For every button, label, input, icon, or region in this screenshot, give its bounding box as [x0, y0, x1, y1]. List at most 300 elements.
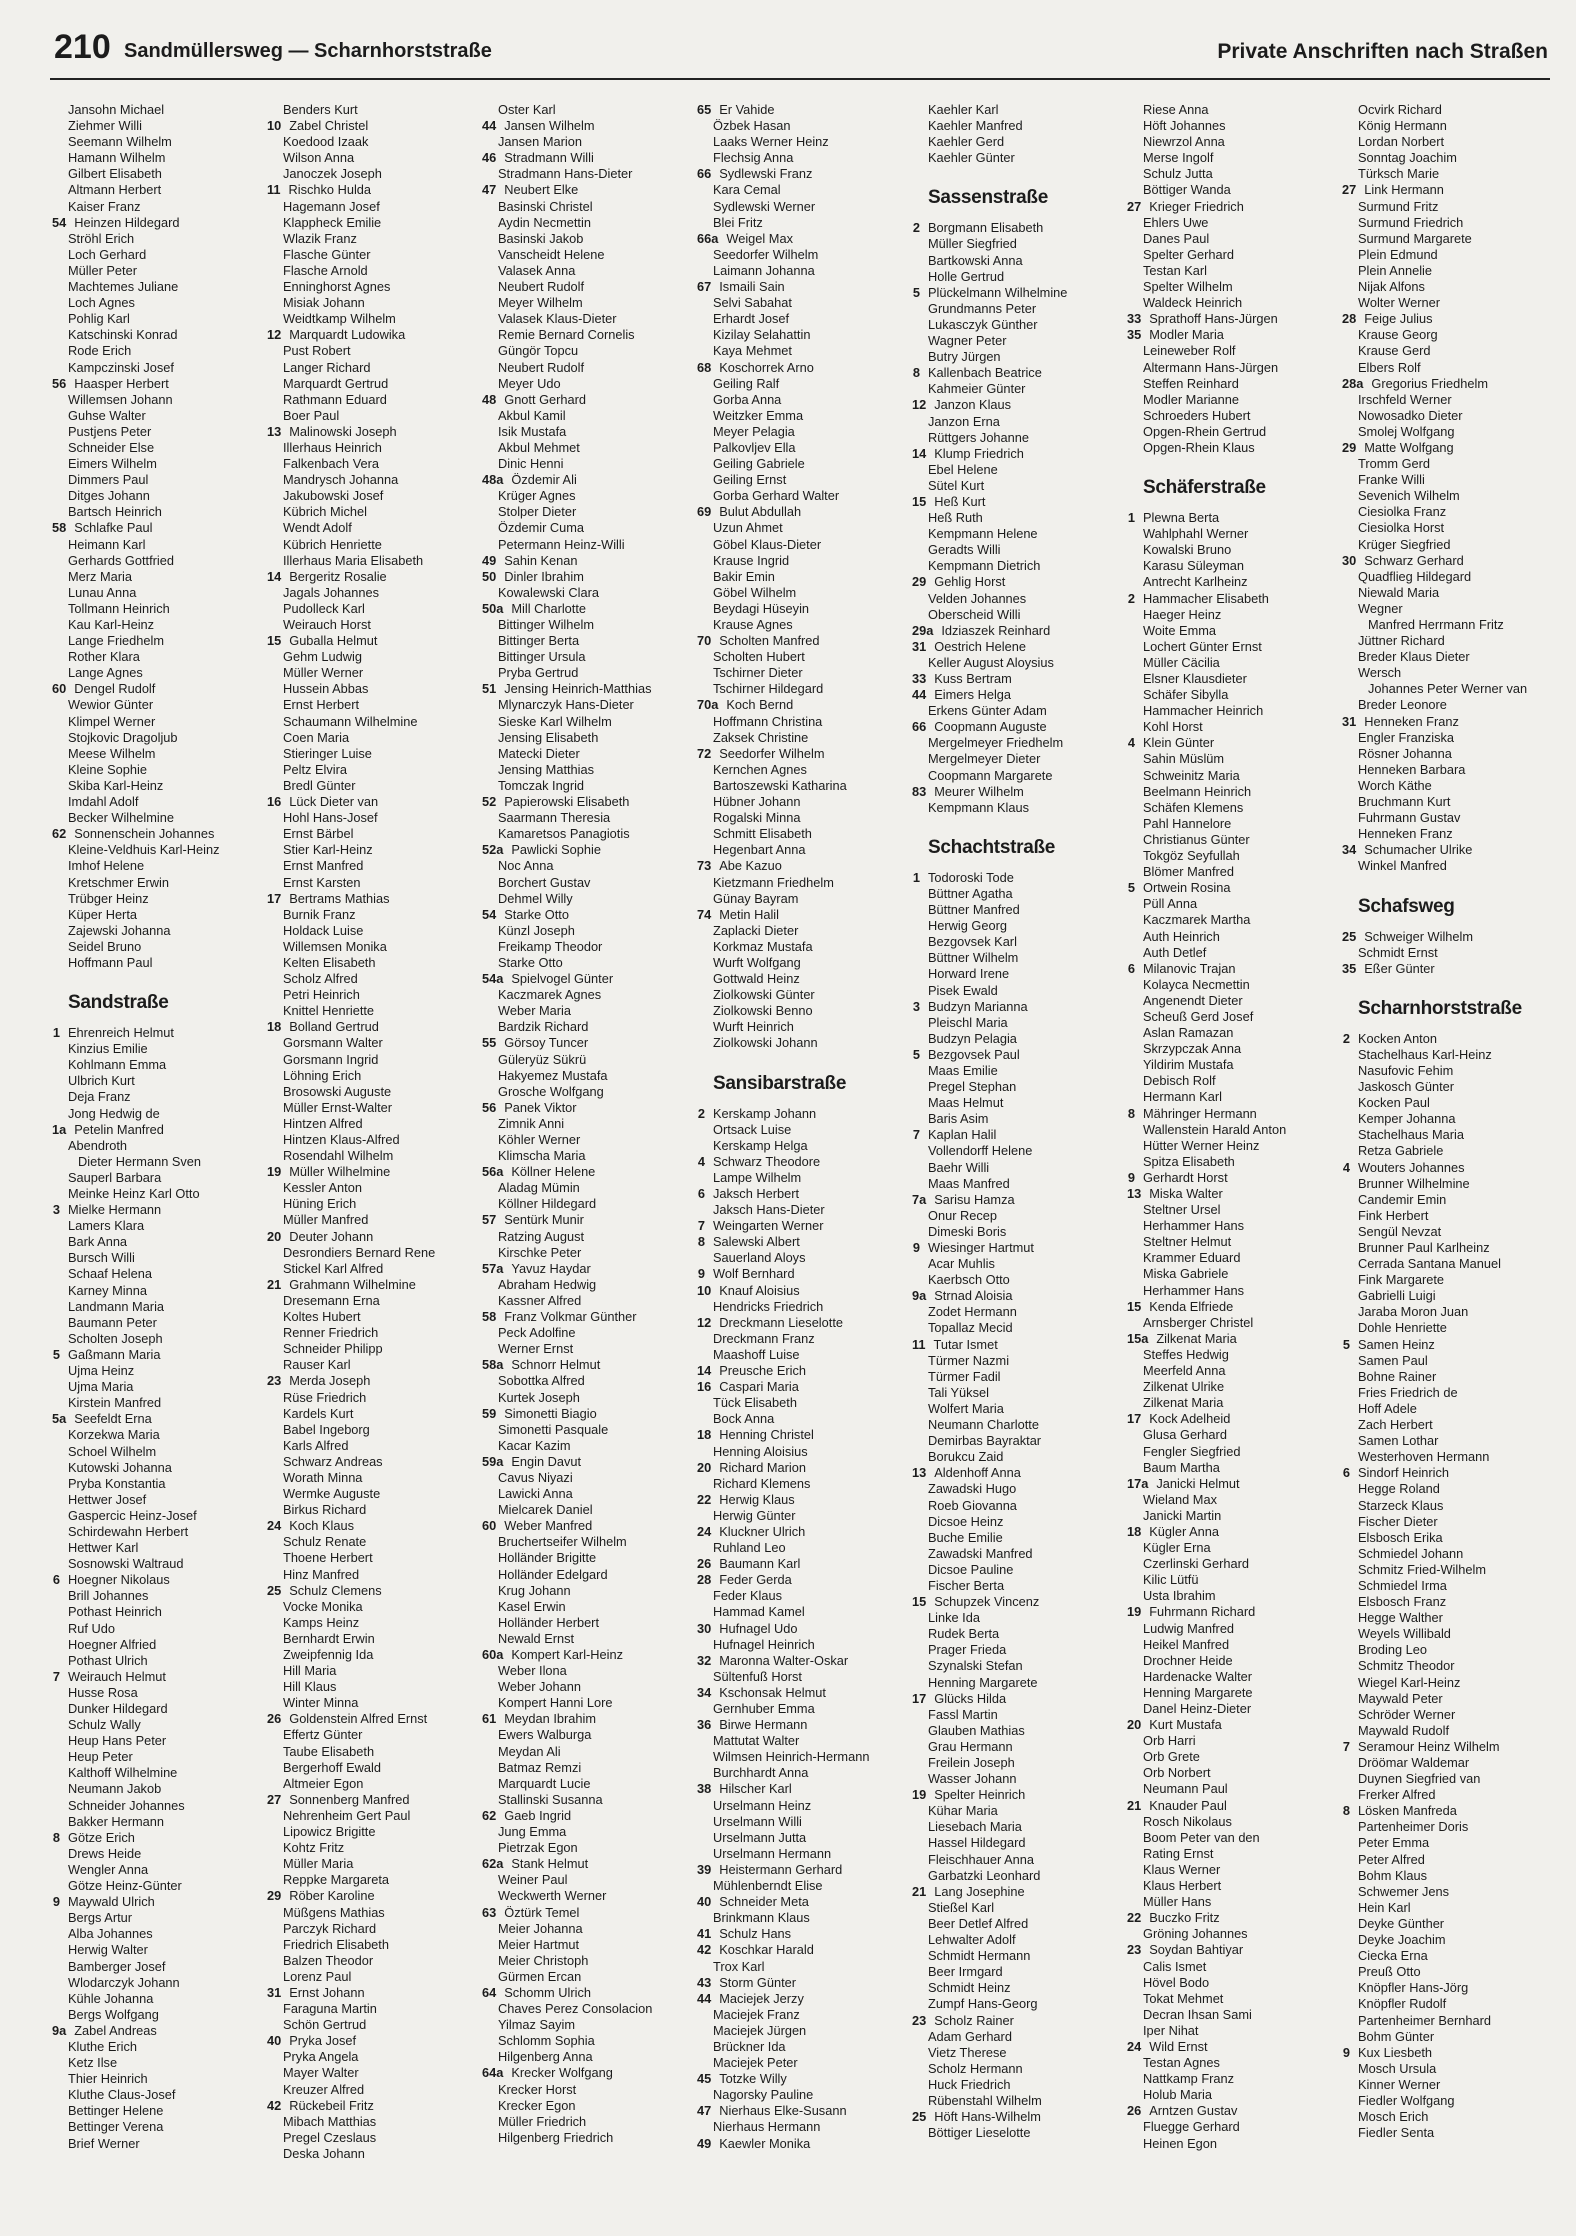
house-number: 28a — [1342, 375, 1364, 391]
house-number — [482, 858, 490, 874]
resident-entry — [482, 1084, 691, 1100]
resident-entry — [912, 333, 1121, 349]
resident-name: Rogalski Minna — [713, 810, 801, 826]
house-number — [1342, 1578, 1350, 1594]
resident-entry — [482, 360, 691, 376]
resident-entry — [52, 601, 261, 617]
resident-entry — [52, 1862, 261, 1878]
resident-name: Schlomm Sophia — [498, 2033, 595, 2049]
house-number — [267, 1422, 275, 1438]
resident-name: Frerker Alfred — [1358, 1787, 1436, 1803]
resident-name: Ernst Bärbel — [283, 826, 354, 842]
resident-entry — [1127, 376, 1336, 392]
resident-name: Coopmann Auguste — [934, 719, 1047, 735]
resident-entry — [482, 199, 691, 215]
resident-name: Nijak Alfons — [1358, 279, 1425, 295]
house-number — [52, 778, 60, 794]
resident-name: Czerlinski Gerhard — [1143, 1556, 1249, 1572]
resident-entry — [482, 1164, 691, 1180]
house-number: 58 — [482, 1309, 497, 1325]
resident-entry — [1127, 1846, 1336, 1862]
resident-name: Kocken Anton — [1358, 1030, 1437, 1046]
resident-entry — [267, 520, 476, 536]
resident-name: Sütel Kurt — [928, 477, 985, 493]
resident-name: Wahlphahl Werner — [1143, 526, 1249, 542]
resident-name: Schneider Else — [68, 439, 155, 455]
resident-name: Büttner Manfred — [928, 902, 1020, 918]
resident-entry — [1127, 558, 1336, 574]
resident-name: Hoegner Nikolaus — [68, 1572, 170, 1588]
street-heading: Sassenstraße — [928, 187, 1048, 209]
resident-name: Burchhardt Anna — [713, 1765, 809, 1781]
resident-name: Husse Rosa — [68, 1684, 138, 1700]
resident-entry — [267, 1357, 476, 1373]
resident-name: Schulz Jutta — [1143, 166, 1213, 182]
resident-entry — [52, 569, 261, 585]
resident-name: Zawadski Manfred — [928, 1545, 1033, 1561]
resident-entry — [267, 1776, 476, 1792]
house-number: 18 — [1127, 1523, 1142, 1539]
resident-entry — [267, 971, 476, 987]
resident-entry — [912, 462, 1121, 478]
resident-name: Kübrich Michel — [283, 504, 367, 520]
house-number — [52, 1283, 60, 1299]
resident-entry — [912, 1530, 1121, 1546]
house-number — [267, 1100, 275, 1116]
house-number — [52, 1975, 60, 1991]
house-number: 24 — [1127, 2038, 1142, 2054]
resident-name: Hill Maria — [283, 1663, 337, 1679]
resident-name: Gernhuber Emma — [713, 1701, 815, 1716]
resident-name: Winkel Manfred — [1358, 858, 1447, 874]
resident-name: Gaeb Ingrid — [504, 1807, 572, 1823]
resident-name: Hill Klaus — [283, 1679, 337, 1695]
house-number — [267, 1245, 275, 1261]
resident-entry — [1342, 569, 1551, 585]
resident-entry — [697, 1781, 906, 1797]
resident-name: Mergelmeyer Friedhelm — [928, 735, 1064, 751]
resident-name: Boom Peter van den — [1143, 1829, 1260, 1845]
resident-entry — [1342, 2109, 1551, 2125]
house-number — [1127, 1556, 1135, 1572]
resident-name: Pothast Heinrich — [68, 1604, 162, 1620]
resident-name: Wolf Bernhard — [713, 1266, 795, 1282]
resident-entry — [52, 520, 261, 536]
house-number: 57a — [482, 1260, 504, 1276]
house-number — [1342, 1594, 1350, 1610]
house-number: 58a — [482, 1357, 504, 1373]
house-number — [267, 1534, 275, 1550]
house-number: 15a — [1127, 1330, 1149, 1346]
house-number — [52, 585, 60, 601]
resident-entry — [697, 537, 906, 553]
house-number — [267, 1309, 275, 1325]
resident-entry — [697, 1910, 906, 1926]
resident-name: Thoene Herbert — [283, 1550, 373, 1566]
resident-name: Woite Emma — [1143, 622, 1217, 638]
house-number: 3 — [912, 998, 920, 1014]
house-number — [1127, 1862, 1135, 1878]
house-number: 59a — [482, 1453, 504, 1469]
resident-entry — [1127, 1959, 1336, 1975]
house-number — [482, 1840, 490, 1856]
resident-name: Hegge Walther — [1358, 1610, 1443, 1626]
resident-entry — [697, 842, 906, 858]
resident-name: Zaplacki Dieter — [713, 922, 799, 938]
resident-entry — [52, 617, 261, 633]
resident-entry — [1342, 649, 1551, 665]
resident-name: Tokat Mehmet — [1143, 1990, 1224, 2006]
house-number: 12 — [267, 327, 282, 343]
resident-entry — [482, 1599, 691, 1615]
house-number — [912, 1626, 920, 1642]
house-number — [1127, 1202, 1135, 1218]
resident-entry — [482, 665, 691, 681]
house-number — [1127, 1926, 1135, 1942]
house-number — [912, 1272, 920, 1288]
resident-name: Yavuz Haydar — [511, 1260, 591, 1276]
resident-name: Rudek Berta — [928, 1626, 1000, 1642]
resident-entry — [697, 2023, 906, 2039]
resident-entry — [482, 1406, 691, 1422]
resident-entry — [1127, 1637, 1336, 1653]
house-number — [1127, 118, 1135, 134]
resident-name: Basinski Jakob — [498, 230, 584, 246]
resident-entry — [1127, 2055, 1336, 2071]
house-number — [482, 504, 490, 520]
house-number — [697, 1508, 705, 1524]
resident-entry — [52, 118, 261, 134]
house-number — [267, 858, 275, 874]
resident-entry — [697, 1299, 906, 1315]
resident-name: Effertz Günter — [283, 1727, 363, 1743]
resident-name: Newald Ernst — [498, 1630, 575, 1646]
house-number — [697, 199, 705, 215]
house-number: 8 — [1127, 1105, 1135, 1121]
resident-entry — [267, 1502, 476, 1518]
house-number — [1127, 1621, 1135, 1637]
resident-name: Lamers Klara — [68, 1218, 145, 1234]
resident-entry — [1127, 1122, 1336, 1138]
resident-entry — [912, 1868, 1121, 1884]
resident-name: Peck Adolfine — [498, 1325, 576, 1341]
resident-name: Wagner Peter — [928, 333, 1007, 349]
resident-name: Antrecht Karlheinz — [1143, 574, 1248, 590]
house-number — [1342, 1819, 1350, 1835]
resident-name: Heß Ruth — [928, 510, 983, 526]
resident-name: Tschirner Hildegard — [713, 681, 824, 697]
resident-entry — [52, 1733, 261, 1749]
resident-entry — [1127, 408, 1336, 424]
resident-name: Tokgöz Seyfullah — [1143, 848, 1240, 864]
resident-entry — [697, 1138, 906, 1154]
resident-name: Gerhardt Horst — [1143, 1169, 1228, 1185]
house-number — [267, 263, 275, 279]
resident-entry — [482, 1068, 691, 1084]
house-number — [697, 1003, 705, 1019]
resident-name: Palkovljev Ella — [713, 439, 796, 455]
house-number — [482, 875, 490, 891]
house-number — [52, 1218, 60, 1234]
house-number — [52, 1170, 60, 1186]
house-number — [912, 1578, 920, 1594]
resident-entry — [482, 1116, 691, 1132]
house-number — [52, 472, 60, 488]
resident-entry — [1127, 327, 1336, 343]
resident-name: Hettwer Karl — [68, 1540, 139, 1556]
resident-name: Hoff Adele — [1358, 1400, 1417, 1416]
resident-name: Willemsen Johann — [68, 391, 173, 407]
resident-name: Kempmann Helene — [928, 526, 1038, 542]
resident-entry — [52, 408, 261, 424]
house-number — [1342, 1626, 1350, 1642]
house-number — [52, 1637, 60, 1653]
resident-entry — [482, 1937, 691, 1953]
resident-name: Pregel Stephan — [928, 1079, 1017, 1095]
house-number — [52, 1846, 60, 1862]
resident-entry — [1342, 730, 1551, 746]
resident-entry — [267, 778, 476, 794]
house-number — [1127, 408, 1135, 424]
resident-entry — [52, 1154, 261, 1170]
resident-name: Schäfer Sibylla — [1143, 687, 1229, 703]
resident-entry — [1127, 1444, 1336, 1460]
house-number: 44 — [482, 118, 497, 134]
house-number — [912, 735, 920, 751]
resident-name: Flasche Arnold — [283, 262, 368, 278]
resident-entry — [482, 826, 691, 842]
resident-entry — [1342, 1079, 1551, 1095]
house-number — [482, 714, 490, 730]
resident-entry — [912, 381, 1121, 397]
resident-entry — [697, 810, 906, 826]
resident-name: Schulz Renate — [283, 1534, 367, 1550]
resident-name: Vanscheidt Helene — [498, 246, 605, 262]
resident-name: Riese Anna — [1143, 102, 1209, 117]
resident-entry — [1342, 1707, 1551, 1723]
house-number — [912, 2029, 920, 2045]
resident-name: Kretschmer Erwin — [68, 874, 169, 890]
resident-name: Weidtkamp Wilhelm — [283, 311, 396, 327]
resident-entry — [912, 494, 1121, 510]
resident-name: Chaves Perez Consolacion — [498, 2001, 653, 2017]
resident-entry — [697, 1347, 906, 1363]
resident-entry — [52, 182, 261, 198]
resident-entry — [697, 1862, 906, 1878]
resident-name: Kemper Johanna — [1358, 1111, 1456, 1127]
house-number — [912, 2045, 920, 2061]
resident-name: Borchert Gustav — [498, 874, 591, 890]
house-number — [267, 1180, 275, 1196]
resident-name: Caspari Maria — [719, 1379, 799, 1395]
resident-name: Pryka Angela — [283, 2049, 359, 2065]
resident-entry — [1127, 768, 1336, 784]
resident-entry — [912, 446, 1121, 462]
resident-entry — [52, 697, 261, 713]
resident-name: Hohl Hans-Josef — [283, 810, 378, 826]
resident-entry — [1127, 784, 1336, 800]
resident-name: Hilscher Karl — [719, 1781, 792, 1797]
house-number — [482, 1422, 490, 1438]
resident-entry — [697, 1492, 906, 1508]
house-number — [912, 1739, 920, 1755]
resident-entry — [697, 1250, 906, 1266]
resident-name: Maas Helmut — [928, 1095, 1004, 1111]
resident-name: Sahin Kenan — [504, 552, 578, 568]
resident-name: Göbel Klaus-Dieter — [713, 536, 822, 552]
house-number — [482, 343, 490, 359]
resident-name: Wilmsen Heinrich-Hermann — [713, 1749, 870, 1765]
resident-name: Henning Christel — [719, 1427, 814, 1443]
resident-name: Neumann Jakob — [68, 1781, 162, 1797]
resident-name: Soydan Bahtiyar — [1149, 1942, 1244, 1958]
house-number — [52, 858, 60, 874]
house-number — [482, 2098, 490, 2114]
resident-name: Ziolkowski Günter — [713, 987, 815, 1003]
resident-entry — [52, 1170, 261, 1186]
resident-entry — [1127, 1749, 1336, 1765]
resident-name: Topallaz Mecid — [928, 1320, 1013, 1336]
resident-entry — [1342, 1803, 1551, 1819]
house-number — [1127, 424, 1135, 440]
house-number — [912, 1063, 920, 1079]
house-number — [1127, 1588, 1135, 1604]
resident-name: Freikamp Theodor — [498, 938, 603, 954]
house-number — [267, 971, 275, 987]
resident-entry — [697, 553, 906, 569]
resident-entry — [52, 424, 261, 440]
resident-entry — [1127, 1701, 1336, 1717]
resident-entry — [697, 923, 906, 939]
resident-entry — [697, 907, 906, 923]
house-number — [52, 1701, 60, 1717]
resident-entry — [52, 907, 261, 923]
resident-entry — [52, 826, 261, 842]
resident-name: Dinler Ibrahim — [504, 568, 584, 584]
house-number: 5 — [912, 284, 920, 300]
resident-name: Smolej Wolfgang — [1358, 423, 1455, 439]
resident-name: Löhning Erich — [283, 1067, 362, 1083]
house-number — [697, 1910, 705, 1926]
resident-name: Nierhaus Hermann — [713, 2119, 821, 2135]
house-number — [697, 311, 705, 327]
resident-entry — [267, 1953, 476, 1969]
resident-entry — [482, 1905, 691, 1921]
resident-name: Maas Manfred — [928, 1175, 1010, 1191]
house-number — [697, 488, 705, 504]
resident-name: Müller Manfred — [283, 1212, 369, 1228]
resident-entry — [1342, 1755, 1551, 1771]
house-number — [697, 520, 705, 536]
house-number — [267, 1840, 275, 1856]
resident-name: Totzke Willy — [719, 2071, 787, 2087]
resident-name: Lösken Manfreda — [1358, 1803, 1457, 1819]
house-number — [912, 1835, 920, 1851]
resident-name: Grosche Wolfgang — [498, 1083, 604, 1099]
house-number — [52, 1073, 60, 1089]
resident-name: Wewior Günter — [68, 697, 154, 713]
resident-name: Baumann Peter — [68, 1314, 157, 1330]
resident-name: Jansen Marion — [498, 134, 582, 150]
resident-name: Feder Klaus — [713, 1588, 782, 1604]
house-number — [267, 2114, 275, 2130]
house-number — [912, 1514, 920, 1530]
resident-entry — [697, 971, 906, 987]
resident-name: Kuss Bertram — [934, 671, 1012, 686]
resident-name: Ewers Walburga — [498, 1727, 592, 1743]
resident-name: Gilbert Elisabeth — [68, 166, 162, 182]
resident-entry — [1127, 1202, 1336, 1218]
house-number — [1342, 1964, 1350, 1980]
resident-entry — [1342, 1723, 1551, 1739]
resident-entry — [697, 762, 906, 778]
resident-name: Kohtz Fritz — [283, 1840, 345, 1856]
house-number — [1127, 1234, 1135, 1250]
house-number: 41 — [697, 1926, 712, 1942]
resident-entry — [912, 2093, 1121, 2109]
house-number — [267, 1341, 275, 1357]
house-number — [1127, 912, 1135, 928]
resident-entry — [697, 1283, 906, 1299]
resident-name: Schön Gertrud — [283, 2017, 367, 2033]
house-number — [482, 1663, 490, 1679]
house-number — [697, 247, 705, 263]
resident-entry — [1127, 1588, 1336, 1604]
resident-entry — [1342, 134, 1551, 150]
resident-entry — [482, 778, 691, 794]
resident-entry — [697, 891, 906, 907]
resident-entry — [482, 730, 691, 746]
resident-name: Henneken Barbara — [1358, 761, 1466, 777]
resident-name: Hagemann Josef — [283, 198, 380, 214]
house-number — [1342, 1787, 1350, 1803]
resident-name: Kinner Werner — [1358, 2076, 1441, 2092]
resident-entry — [482, 247, 691, 263]
resident-entry — [267, 697, 476, 713]
resident-name: Gorsmann Ingrid — [283, 1051, 379, 1067]
house-number: 55 — [482, 1035, 497, 1051]
house-number — [1127, 1154, 1135, 1170]
resident-entry — [697, 1733, 906, 1749]
house-number: 24 — [697, 1523, 712, 1539]
house-number — [1127, 993, 1135, 1009]
house-number: 27 — [267, 1791, 282, 1807]
house-number — [1342, 537, 1350, 553]
resident-entry — [267, 488, 476, 504]
resident-name: Urselmann Heinz — [713, 1797, 812, 1813]
resident-entry — [1127, 134, 1336, 150]
resident-name: Friedrich Elisabeth — [283, 1936, 389, 1952]
resident-entry — [1127, 2039, 1336, 2055]
house-number — [267, 2082, 275, 2098]
house-number — [482, 1583, 490, 1599]
house-number — [267, 1937, 275, 1953]
resident-entry — [912, 1449, 1121, 1465]
resident-entry — [267, 1937, 476, 1953]
house-number: 21 — [1127, 1797, 1142, 1813]
resident-name: Matte Wolfgang — [1364, 439, 1454, 455]
resident-entry — [1342, 343, 1551, 359]
resident-name: Butry Jürgen — [928, 349, 1001, 365]
house-number — [52, 392, 60, 408]
resident-name: Gürmen Ercan — [498, 1968, 582, 1984]
resident-name: Kahmeier Günter — [928, 381, 1026, 397]
resident-entry — [697, 456, 906, 472]
house-number — [267, 1567, 275, 1583]
resident-name: Sauerland Aloys — [713, 1250, 806, 1266]
house-number — [267, 746, 275, 762]
resident-entry — [697, 1460, 906, 1476]
